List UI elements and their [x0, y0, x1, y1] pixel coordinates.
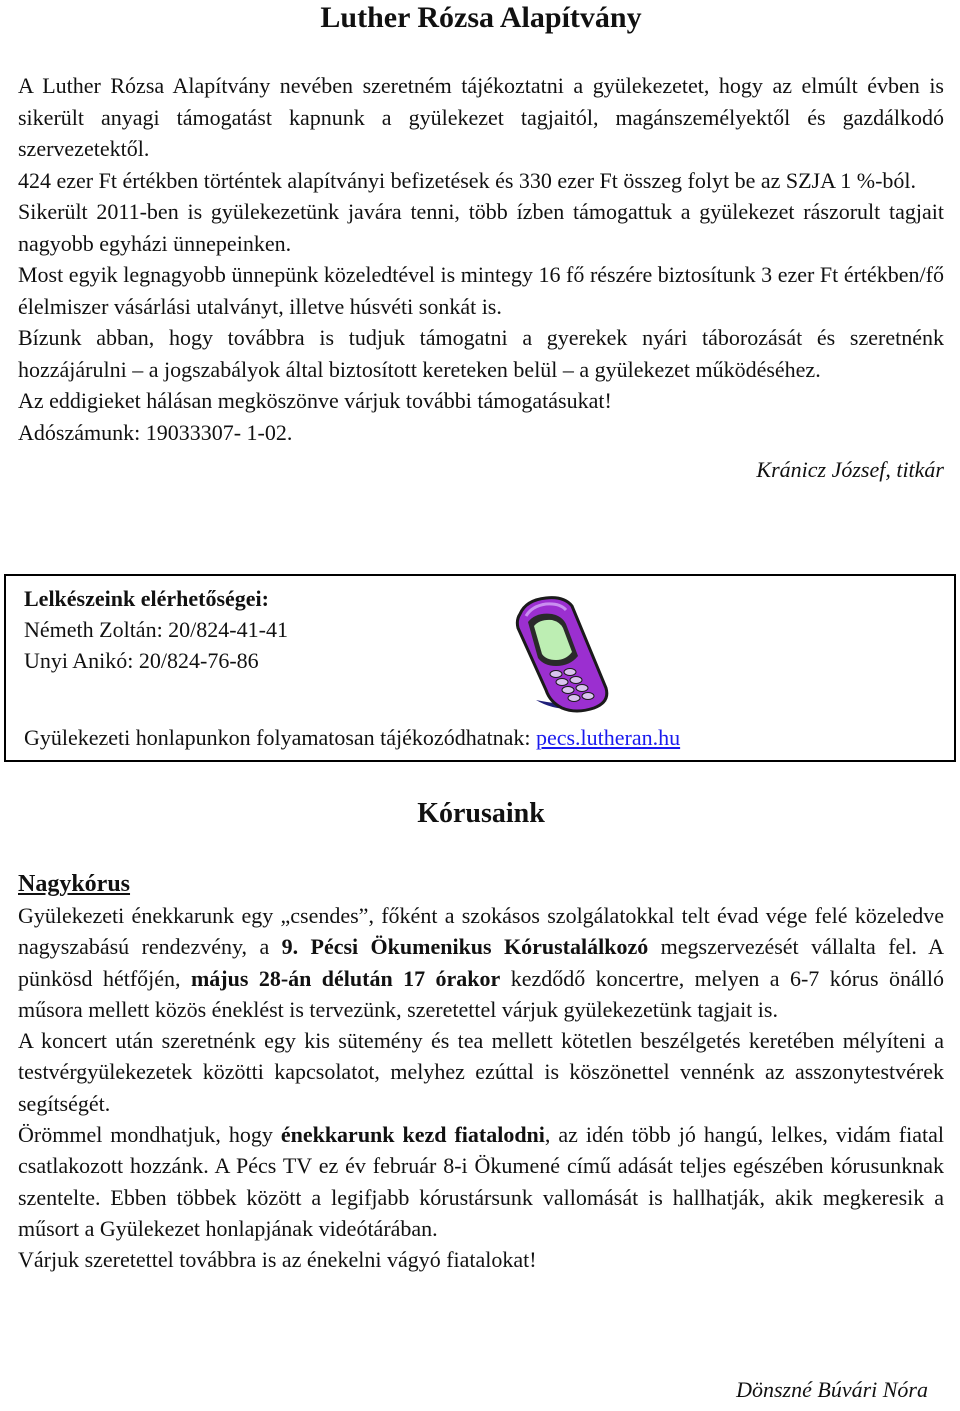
text-run: Örömmel mondhatjuk, hogy: [18, 1122, 281, 1148]
choir-subtitle: Nagykórus: [18, 871, 131, 897]
highlight-text: énekkarunk kezd fiatalodni: [280, 1122, 545, 1148]
choirs-section-title: Kórusaink: [417, 798, 545, 829]
foundation-paragraph-5: Bízunk abban, hogy továbbra is tudjuk támogatni a gyerekek nyári táborozását és szeretnénk hozzájárulni – a jogszabályok által biztosított kereteken belül – a gyülekezet működéséhez.: [18, 325, 944, 382]
choir-signature: Dönszné Búvári Nóra: [736, 1377, 928, 1402]
pastor-contact-1: Németh Zoltán: 20/824-41-41: [24, 617, 288, 642]
text-run: Gyülekezeti énekkarunk egy „csendes”, főként a szokásos szolgálatokkal telt évad vége felé közeledve nagyszabású rendezvény, a: [18, 903, 944, 960]
text-run: , az idén több jó hangú, lelkes, vidám fiatal csatlakozott hozzánk. A Pécs TV ez év február 8-i Ökumené című adását teljes egészében kórusunknak szentelte. Ebben többek között a legifjabb kórustársunk vallomását is hallhatják, akik megkeresik a műsort a Gyülekezet honlapjának videótárában.: [18, 1122, 944, 1241]
foundation-text: [18, 70, 944, 485]
page-title: Luther Rózsa Alapítvány: [320, 1, 642, 34]
choir-paragraph-3: [18, 1119, 944, 1244]
tax-number: Adószámunk: 19033307- 1-02.: [18, 419, 293, 445]
text-run: megszervezését vállalta fel. A pünkösd hétfőjén,: [18, 934, 944, 991]
foundation-signature: Kránicz József, titkár: [756, 457, 944, 482]
foundation-paragraph-2: 424 ezer Ft értékben történtek alapítványi befizetések és 330 ezer Ft összeg folyt be az SZJA 1 %-ból.: [18, 167, 917, 193]
foundation-paragraph-1: A Luther Rózsa Alapítvány nevében szeretném tájékoztatni a gyülekezetet, hogy az elmúlt évben is sikerült anyagi támogatást kapnunk a gyülekezet tagjaitól, magánszemélyektől és gazdálkodó szervezetektől.: [18, 73, 944, 161]
choir-section: [18, 868, 944, 1276]
mobile-phone-icon: [506, 592, 616, 716]
pastor-contact-2: Unyi Anikó: 20/824-76-86: [24, 648, 259, 673]
choir-paragraph-1: [18, 900, 944, 1025]
foundation-paragraph-3: Sikerült 2011-ben is gyülekezetünk javára tenni, több ízben támogattuk a gyülekezet rászorult tagjait nagyobb egyházi ünnepeinken.: [18, 199, 944, 256]
text-run: kezdődő koncertre, melyen a 6-7 kórus önálló műsora mellett közös éneklést is tervezünk, szeretettel várjuk gyülekezetünk tagjait is.: [18, 965, 944, 1022]
foundation-paragraph-6: Az eddigieket hálásan megköszönve várjuk további támogatásukat!: [18, 388, 612, 413]
event-name: 9. Pécsi Ökumenikus Kórustalálkozó: [281, 934, 649, 960]
event-date: május 28-án délután 17 órakor: [190, 965, 501, 991]
website-line: [24, 722, 680, 753]
website-link[interactable]: pecs.lutheran.hu: [535, 725, 681, 750]
contact-box: [4, 574, 956, 762]
website-label: Gyülekezeti honlapunkon folyamatosan tájékozódhatnak:: [24, 725, 536, 750]
contact-title: Lelkészeink elérhetőségei:: [24, 586, 269, 611]
choir-paragraph-2: A koncert után szeretnénk egy kis sütemény és tea mellett kötetlen beszélgetés keretében mélyíteni a testvérgyülekezetek közötti kapcsolatot, melyhez ezúttal is köszönettel vennénk az asszonytestvérek segítségét.: [18, 1028, 944, 1116]
foundation-paragraph-4: Most egyik legnagyobb ünnepünk közeledtével is mintegy 16 fő részére biztosítunk 3 ezer Ft értékben/fő élelmiszer vásárlási utalványt, illetve húsvéti sonkát is.: [18, 262, 944, 319]
choir-paragraph-4: Várjuk szeretettel továbbra is az énekelni vágyó fiatalokat!: [18, 1247, 537, 1273]
